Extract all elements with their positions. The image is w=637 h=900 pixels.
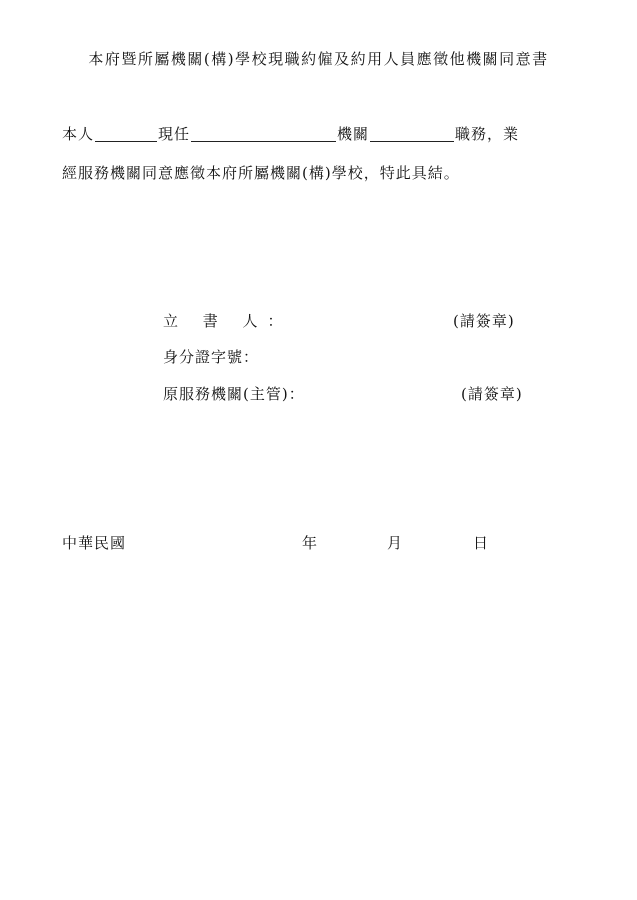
- document-title: 本府暨所屬機關(構)學校現職約僱及約用人員應徵他機關同意書: [88, 50, 549, 68]
- statement-text-position: 職務，業: [455, 125, 520, 143]
- agency-seal-note: (請簽章): [461, 385, 523, 403]
- position-blank[interactable]: [370, 126, 454, 142]
- statement-text-agency: 機關: [337, 125, 370, 143]
- name-blank[interactable]: [95, 126, 157, 142]
- date-year-label: 年: [302, 534, 318, 552]
- id-number-label: 身分證字號：: [163, 348, 260, 366]
- date-month-label: 月: [387, 534, 403, 552]
- signer-seal-note: (請簽章): [453, 312, 515, 330]
- signer-label: 立 書 人：: [163, 312, 293, 330]
- original-agency-label: 原服務機關(主管)：: [163, 385, 305, 403]
- date-era: 中華民國: [62, 534, 127, 552]
- statement-line-2: 經服務機關同意應徵本府所屬機關(構)學校，特此具結。: [62, 164, 460, 182]
- statement-line-1: [62, 124, 519, 144]
- statement-text-self: 本人: [62, 125, 95, 143]
- agency-blank[interactable]: [191, 126, 336, 142]
- statement-text-current: 現任: [158, 125, 191, 143]
- date-day-label: 日: [473, 534, 489, 552]
